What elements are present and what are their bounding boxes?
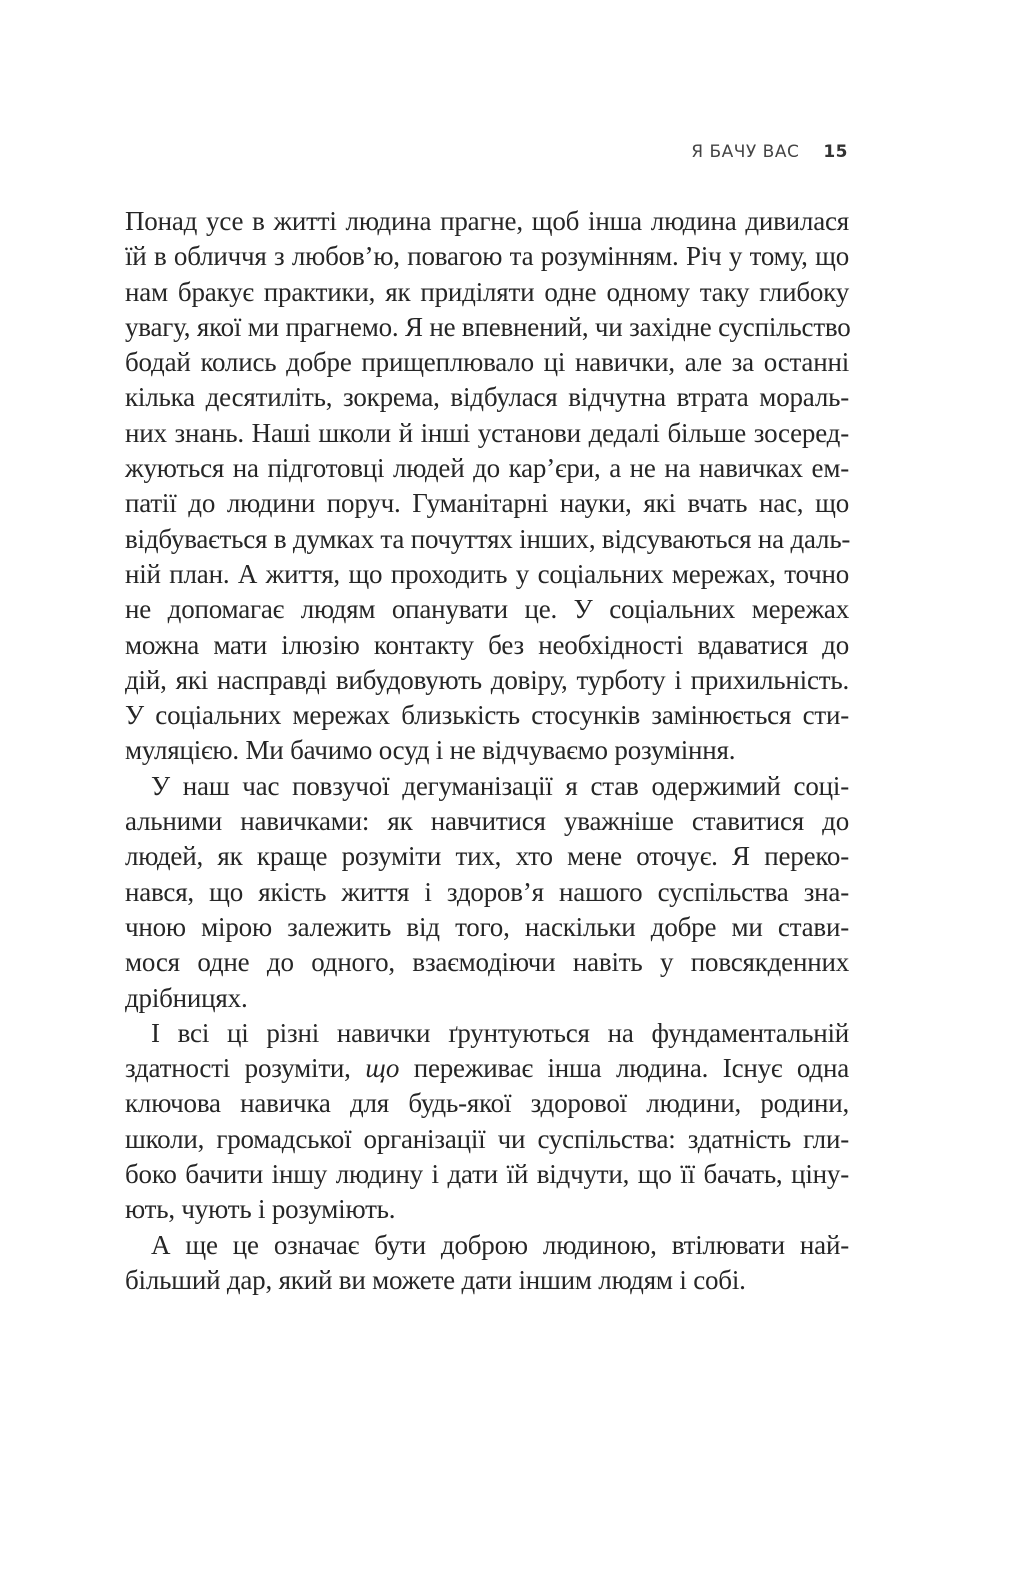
text-line: бодай колись добре прищеплювало ці навички, але за останні [125,347,849,378]
text-line: людей, як краще розуміти тих, хто мене оточує. Я переко- [125,841,849,872]
text-line: їй в обличчя з любов’ю, повагою та розумінням. Річ у тому, що [125,241,849,272]
text-line: альними навичками: як навчитися уважніше ставитися до [125,806,849,837]
text-line: муляцією. Ми бачимо осуд і не відчуваємо розуміння. [125,735,736,766]
text-line: дрібницях. [125,982,248,1013]
text-line: можна мати ілюзію контакту без необхідності вдаватися до [125,629,849,660]
text-line: них знань. Наші школи й інші установи дедалі більше зосеред- [125,417,849,448]
paragraph [125,769,849,1016]
paragraph [125,1016,849,1228]
text-line: У соціальних мережах близькість стосунків замінюється сти- [125,700,849,731]
text-line: увагу, якої ми прагнемо. Я не впевнений, чи західне суспільство [125,311,851,342]
running-header [691,142,848,162]
text-line: ключова навичка для будь-якої здорової людини, родини, [125,1088,849,1119]
text-line: нам бракує практики, як приділяти одне одному таку глибоку [125,276,849,307]
text-line: ній план. А життя, що проходить у соціальних мережах, точно [125,558,849,589]
emphasized-word: що [365,1053,400,1084]
text-line: більший дар, який ви можете дати іншим людям і собі. [125,1264,746,1295]
text-line: У наш час повзучої дегуманізації я став одержимий соці- [151,770,849,801]
text-line: ють, чують і розуміють. [125,1194,396,1225]
paragraph [125,204,849,769]
text-line: не допомагає людям опанувати це. У соціальних мережах [125,594,849,625]
text-line: здатності розуміти, що переживає інша людина. Існує одна [125,1053,849,1084]
page-number: 15 [823,142,848,162]
text-line: дій, які насправді вибудовують довіру, турботу і прихильність. [125,664,849,695]
text-line: А ще це означає бути доброю людиною, втілювати най- [151,1229,849,1260]
text-line: Понад усе в житті людина прагне, щоб інша людина дивилася [125,206,849,236]
text-line: відбувається в думках та почуттях інших, відсуваються на даль- [125,523,851,554]
text-line: І всі ці різні навички ґрунтуються на фундаментальній [151,1017,849,1048]
text-line: нався, що якість життя і здоров’я нашого суспільства зна- [125,876,849,907]
text-line: мося одне до одного, взаємодіючи навіть у повсякденних [125,947,849,978]
text-line: школи, громадської організації чи суспільства: здатність гли- [125,1123,849,1154]
text-line: боко бачити іншу людину і дати їй відчути, що її бачать, ціну- [125,1159,849,1190]
body-text [125,204,849,1298]
running-title: Я БАЧУ ВАС [691,142,800,162]
text-line: кілька десятиліть, зокрема, відбулася відчутна втрата мораль- [125,382,849,413]
text-line: жуються на підготовці людей до кар’єри, а не на навичках ем- [125,453,849,484]
text-line: чною мірою залежить від того, наскільки добре ми стави- [125,911,849,942]
paragraph [125,1228,849,1299]
text-line: патії до людини поруч. Гуманітарні науки, які вчать нас, що [125,488,849,519]
